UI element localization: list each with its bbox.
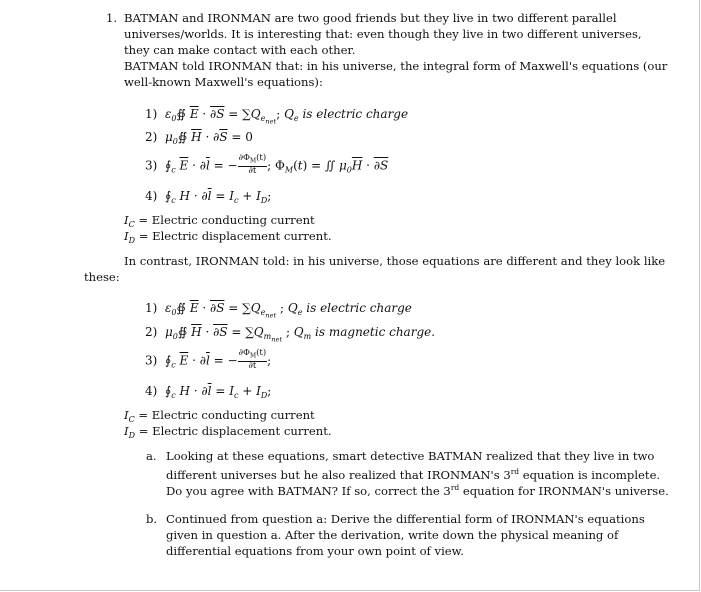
part-a-line: Do you agree with BATMAN? If so, correct the 3rd equation for IRONMAN's universe.	[166, 483, 669, 498]
definition-ic: $I_C$ = Electric conducting current	[124, 213, 315, 229]
ironman-equation-4: 4) $∮_c$ $H \cdot \partial\overline{l} = I_c + I_D$;	[145, 384, 272, 400]
batman-equation-4: 4) $∮_c$ $H \cdot \partial\overline{l} = I_c + I_D$;	[145, 189, 272, 205]
definition-id: $I_D$ = Electric displacement current.	[124, 424, 332, 440]
batman-equation-2: 2) $\mu_0∯$ $\overline{H} \cdot \partial\overline{S} = 0$	[145, 130, 253, 146]
intro-line: BATMAN and IRONMAN are two good friends but they live in two different parallel	[124, 11, 617, 25]
ironman-equation-2: 2) $\mu_0∯$ $\overline{H} \cdot \partial S = \sum Q_{m_{net}}$ ; $Q_m$ is magnetic charge.	[145, 325, 436, 344]
part-a-line: Looking at these equations, smart detective BATMAN realized that they live in two	[166, 449, 655, 463]
part-b-label: b.	[146, 512, 158, 526]
ironman-equation-3: 3) $∮_c$ $\overline{E} \cdot \partial\overline{l}$ = − $\frac{\partial\Phi_M(t)}{\partial t}$ ;	[145, 348, 272, 371]
part-a-label: a.	[146, 449, 157, 463]
contrast-line: these:	[84, 270, 120, 284]
contrast-line: In contrast, IRONMAN told: in his universe, those equations are different and they look like	[124, 254, 666, 268]
intro-line: well-known Maxwell's equations):	[124, 75, 323, 89]
batman-equation-1: 1) $\varepsilon_0∯$ $\overline{E} \cdot \partial S = \sum Q_{e_{net}}$; $Q_e$ is electric charge	[145, 107, 409, 126]
intro-line: they can make contact with each other.	[124, 43, 356, 57]
part-b-line: Continued from question a: Derive the differential form of IRONMAN's equations	[166, 512, 645, 526]
definition-ic: $I_C$ = Electric conducting current	[124, 408, 315, 424]
intro-line: BATMAN told IRONMAN that: in his universe, the integral form of Maxwell's equations (our	[124, 59, 668, 73]
part-b-line: differential equations from your own point of view.	[166, 544, 464, 558]
intro-line: universes/worlds. It is interesting that: even though they live in two different universes,	[124, 27, 642, 41]
question-number: 1.	[106, 11, 118, 25]
part-a-line: different universes but he also realized that IRONMAN's 3rd equation is incomplete.	[166, 467, 661, 482]
part-b-line: given in question a. After the derivation, write down the physical meaning of	[166, 528, 619, 542]
definition-id: $I_D$ = Electric displacement current.	[124, 229, 332, 245]
ironman-equation-1: 1) $\varepsilon_0∯$ $\overline{E} \cdot \partial S = \sum Q_{e_{net}}$ ; $Q_e$ is electric charge	[145, 301, 412, 320]
batman-equation-3: 3) $∮_c$ $\overline{E} \cdot \partial\overline{l}$ = − $\frac{\partial\Phi_M(t)}{\partial t}$ ; $\Phi_M(t)$ = ∬ $\mu_0\overline{H} \cdot \partial S$	[145, 153, 389, 176]
